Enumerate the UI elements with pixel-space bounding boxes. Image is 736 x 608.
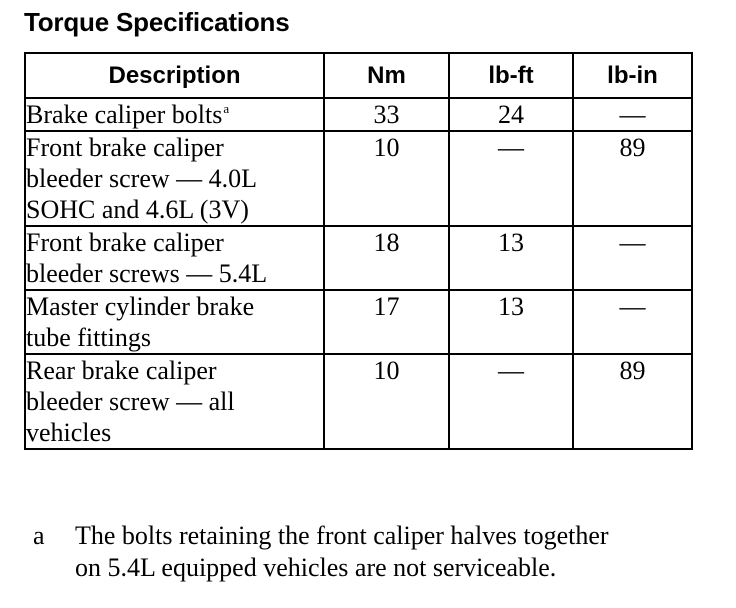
table-row [25, 354, 692, 449]
row-description [25, 354, 324, 449]
table-row [25, 98, 692, 131]
row-description [25, 226, 324, 290]
header-lb-ft: lb-ft [449, 53, 573, 98]
cell-lb-in: — [573, 98, 692, 131]
footnote-line: on 5.4L equipped vehicles are not serviceable. [75, 553, 557, 582]
cell-lb-in: — [573, 290, 692, 354]
footnote-line: The bolts retaining the front caliper halves together [75, 521, 609, 550]
description-line: Rear brake caliper [26, 356, 217, 385]
description-line: Front brake caliper [26, 133, 224, 162]
description-line: vehicles [26, 418, 112, 447]
cell-lb-ft: — [449, 354, 573, 449]
description-line: Brake caliper bolts [26, 100, 223, 129]
description-line: Master cylinder brake [26, 292, 255, 321]
cell-nm: 10 [324, 131, 449, 226]
table-row [25, 226, 692, 290]
row-description [25, 131, 324, 226]
cell-lb-ft: 24 [449, 98, 573, 131]
cell-lb-in: 89 [573, 354, 692, 449]
description-line: bleeder screws — 5.4L [26, 259, 268, 288]
description-line: tube fittings [26, 323, 151, 352]
cell-lb-ft: 13 [449, 226, 573, 290]
torque-spec-table [24, 52, 693, 450]
description-line: SOHC and 4.6L (3V) [26, 195, 249, 224]
description-line: Front brake caliper [26, 228, 224, 257]
description-line: bleeder screw — 4.0L [26, 164, 258, 193]
footnote-marker: a [33, 521, 45, 550]
page-title: Torque Specifications [24, 7, 290, 37]
row-description [25, 290, 324, 354]
cell-nm: 17 [324, 290, 449, 354]
table-row [25, 131, 692, 226]
table-header-row [25, 53, 692, 98]
table-row [25, 290, 692, 354]
header-nm: Nm [324, 53, 449, 98]
cell-lb-in: — [573, 226, 692, 290]
cell-lb-ft: 13 [449, 290, 573, 354]
description-line: bleeder screw — all [26, 387, 235, 416]
footnote-text [75, 520, 715, 584]
header-lb-in: lb-in [573, 53, 692, 98]
cell-lb-ft: — [449, 131, 573, 226]
cell-nm: 18 [324, 226, 449, 290]
cell-nm: 10 [324, 354, 449, 449]
cell-lb-in: 89 [573, 131, 692, 226]
header-description: Description [25, 53, 324, 98]
row-description [25, 98, 324, 131]
cell-nm: 33 [324, 98, 449, 131]
footnote-ref: a [223, 101, 230, 116]
